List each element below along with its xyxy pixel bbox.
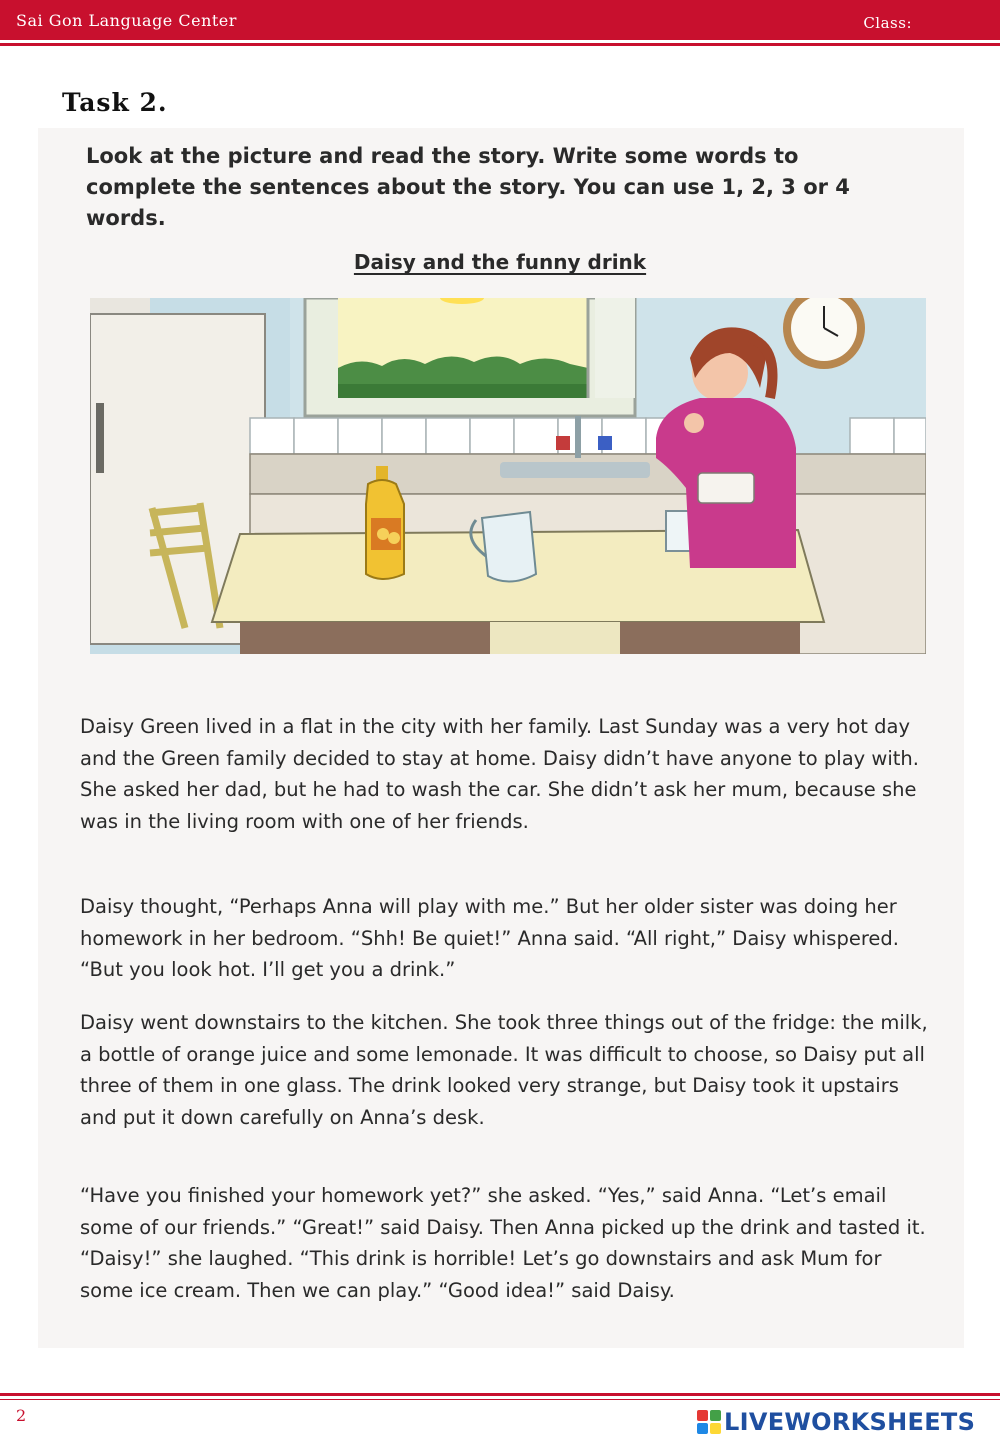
class-label: Class: xyxy=(863,14,912,32)
liveworksheets-logo[interactable] xyxy=(697,1407,975,1437)
story-paragraph-1: Daisy Green lived in a flat in the city with her family. Last Sunday was a very hot day and the Green family decided to stay at home. Daisy didn’t have anyone to play with. She asked her dad, but he had to wash the car. She didn’t ask her mum, because she was in the living room with one of her friends. xyxy=(80,715,919,833)
kitchen-scene-illustration xyxy=(90,298,926,654)
task-title: Task 2. xyxy=(62,88,168,117)
liveworksheets-logo-icon xyxy=(697,1410,721,1434)
story-title-row xyxy=(0,250,1000,274)
footer-divider xyxy=(0,1393,1000,1396)
story-paragraph-4: “Have you finished your homework yet?” she asked. “Yes,” said Anna. “Let’s email some of our friends.” “Great!” said Daisy. Then Anna picked up the drink and tasted it. “Daisy!” she laughed. “This drink is horrible! Let’s go downstairs and ask Mum for some ice cream. Then we can play.” “Good idea!” said Daisy. xyxy=(80,1184,926,1302)
logo-text: LIVEWORKSHEETS xyxy=(724,1408,976,1436)
instructions: Look at the picture and read the story. Write some words to complete the sentences about the story. You can use 1, 2, 3 or 4 words. xyxy=(86,144,850,230)
header-bar xyxy=(0,0,1000,40)
center-name: Sai Gon Language Center xyxy=(16,11,237,30)
footer-divider-thin xyxy=(0,1399,1000,1400)
header-divider xyxy=(0,43,1000,46)
story-title: Daisy and the funny drink xyxy=(353,250,647,274)
story-paragraph-2: Daisy thought, “Perhaps Anna will play with me.” But her older sister was doing her homework in her bedroom. “Shh! Be quiet!” Anna said. “All right,” Daisy whispered. “But you look hot. I’ll get you a drink.” xyxy=(80,895,899,981)
story-paragraph-3: Daisy went downstairs to the kitchen. She took three things out of the fridge: the milk, a bottle of orange juice and some lemonade. It was difficult to choose, so Daisy put all three of them in one glass. The drink looked very strange, but Daisy took it upstairs and put it down carefully on Anna’s desk. xyxy=(80,1011,928,1129)
page-number: 2 xyxy=(16,1406,27,1425)
